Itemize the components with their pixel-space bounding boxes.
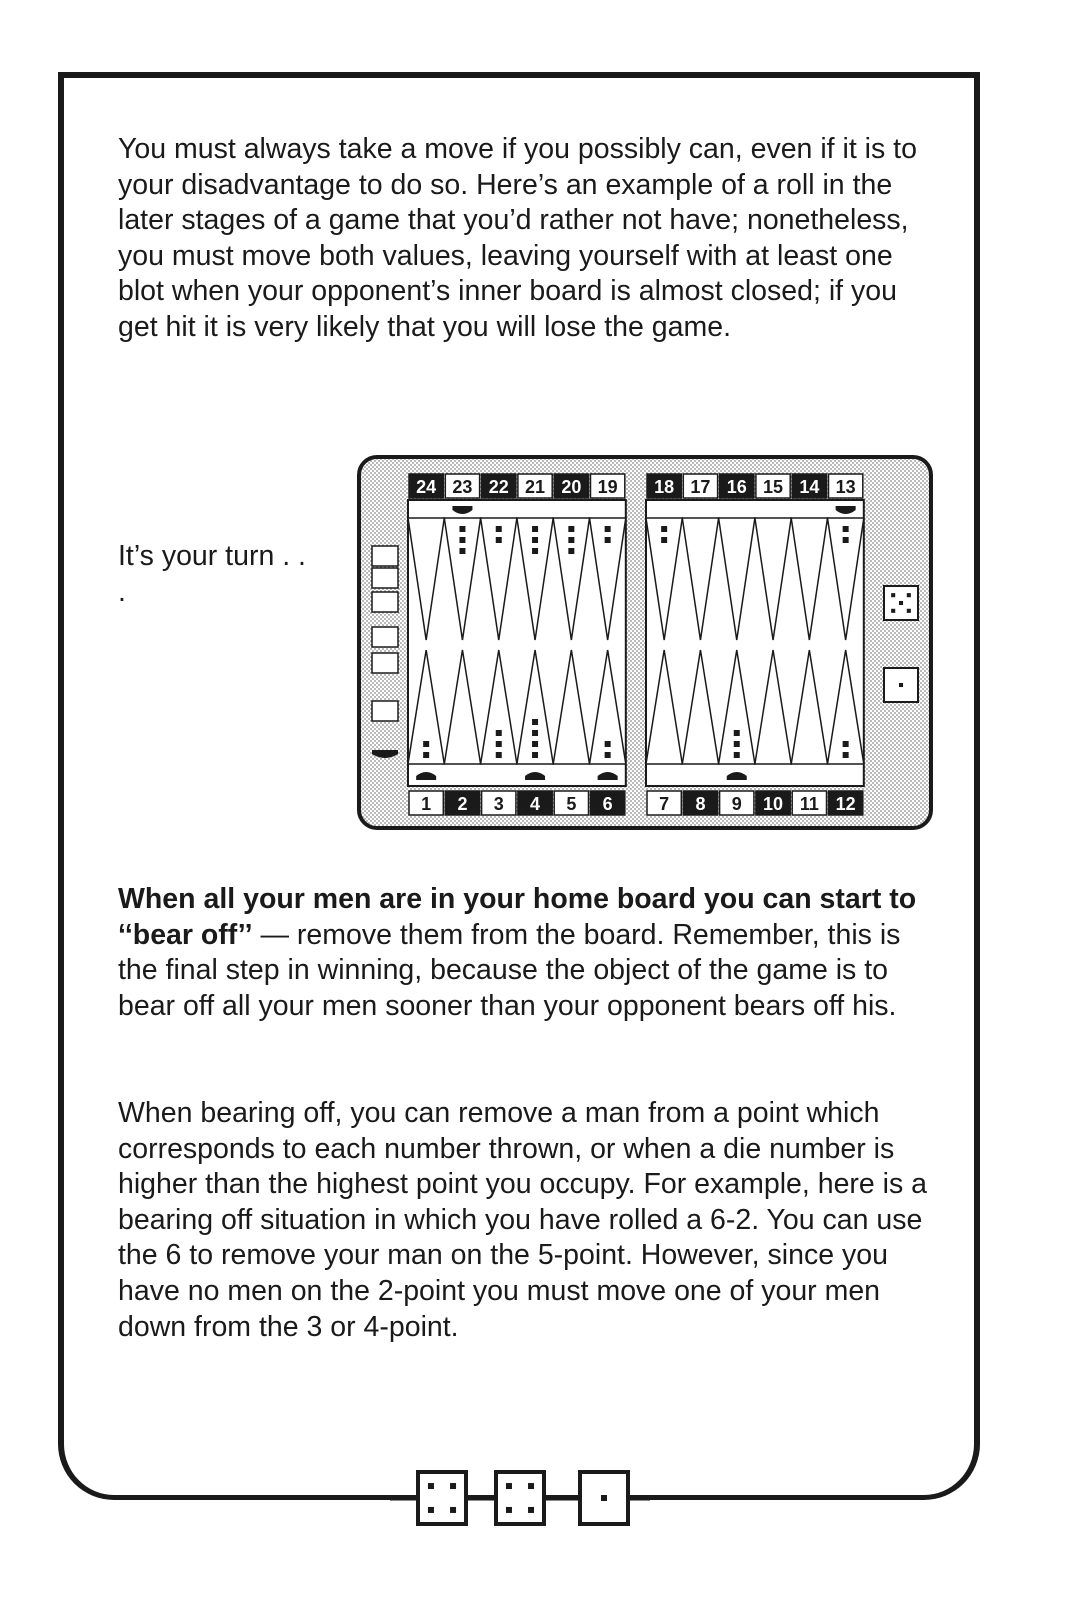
footer-die [418,1472,466,1524]
backgammon-board [356,454,936,834]
bear-off-slot [372,627,398,647]
checker [423,752,429,758]
point-number-label: 3 [493,794,504,814]
checker [496,526,502,532]
point-number-label: 17 [690,477,711,497]
point-number-label: 18 [654,477,675,497]
bear-off-text: — remove them from the board. Remember, this is the final step in winning, because the object of the game is to bear off all your men sooner than your opponent bears off his. [118,918,901,1022]
point-number-label: 16 [726,477,747,497]
checker [532,537,538,543]
checker [661,537,667,543]
board-die-2 [884,668,918,702]
die-pip [891,593,895,597]
die-pip [528,1507,534,1513]
checker [734,730,740,736]
point-number-label: 4 [530,794,541,814]
bear-off-slot [372,568,398,588]
turn-caption: It’s your turn . . . [118,540,306,608]
intro-paragraph: You must always take a move if you possibly can, even if it is to your disadvantage to do so. Here’s an example of a roll in the later stages of a game that you’d rather not have; nonetheless, you must move both values, leaving yourself with at least one blot when your opponent’s inner board is almost closed; if you get hit it is very likely that you will lose the game. [118,133,917,343]
point-number-label: 14 [799,477,820,497]
footer-dice [390,1464,650,1534]
point-number-label: 23 [452,477,473,497]
footer-die [580,1472,628,1524]
checker [532,741,538,747]
checker [459,526,465,532]
point-number-label: 5 [566,794,577,814]
checker [734,741,740,747]
checker [496,730,502,736]
bear-off-paragraph [118,882,938,1024]
die-pip [428,1483,434,1489]
checker [605,752,611,758]
bear-off-slot [372,546,398,566]
checker [568,526,574,532]
checker [496,537,502,543]
bear-off-slot [372,653,398,673]
checker [496,752,502,758]
checker [843,741,849,747]
point-number-label: 19 [597,477,618,497]
point-number-label: 2 [457,794,468,814]
checker [568,548,574,554]
checker [496,741,502,747]
die-pip [907,593,911,597]
checker [605,741,611,747]
checker [843,526,849,532]
bear-off-slot [372,592,398,612]
point-number-label: 20 [561,477,582,497]
point-number-label: 15 [763,477,784,497]
checker [532,719,538,725]
die-face [496,1472,544,1524]
die-pip [428,1507,434,1513]
die-pip [450,1483,456,1489]
point-number-label: 10 [763,794,784,814]
checker [459,548,465,554]
bearing-off-paragraph: When bearing off, you can remove a man from a point which corresponds to each number thrown, or when a die number is higher than the highest point you occupy. For example, here is a bearing off situation in which you have rolled a 6-2. You can use the 6 to remove your man on the 5-point. However, since you have no men on the 2-point you must move one of your men down from the 3 or 4-point. [118,1097,928,1343]
point-number-label: 24 [416,477,437,497]
checker [532,526,538,532]
die-pip [907,609,911,613]
checker [843,537,849,543]
checker [423,741,429,747]
bear-off-slot [372,701,398,721]
checker [459,537,465,543]
die-pip [891,609,895,613]
point-number-label: 9 [731,794,742,814]
footer-die [496,1472,544,1524]
bear-off-bold-text: When all your men are in your home board you can start to ‘‘bear off’’ [118,883,917,951]
point-number-label: 13 [835,477,856,497]
checker [532,752,538,758]
point-number-label: 11 [799,794,819,814]
point-number-label: 6 [602,794,613,814]
die-pip [506,1483,512,1489]
checker [605,537,611,543]
point-number-label: 1 [421,794,432,814]
die-pip [899,683,903,687]
checker [734,752,740,758]
die-pip [450,1507,456,1513]
point-number-label: 12 [835,794,856,814]
point-number-label: 7 [659,794,670,814]
die-pip [528,1483,534,1489]
point-number-label: 8 [695,794,706,814]
point-number-label: 22 [488,477,509,497]
checker [605,526,611,532]
checker [661,526,667,532]
checker [532,730,538,736]
checker [568,537,574,543]
die-pip [601,1495,607,1501]
point-number-label: 21 [525,477,546,497]
die-pip [506,1507,512,1513]
die-face [418,1472,466,1524]
checker [532,548,538,554]
die-pip [899,601,903,605]
board-die-1 [884,586,918,620]
checker [843,752,849,758]
